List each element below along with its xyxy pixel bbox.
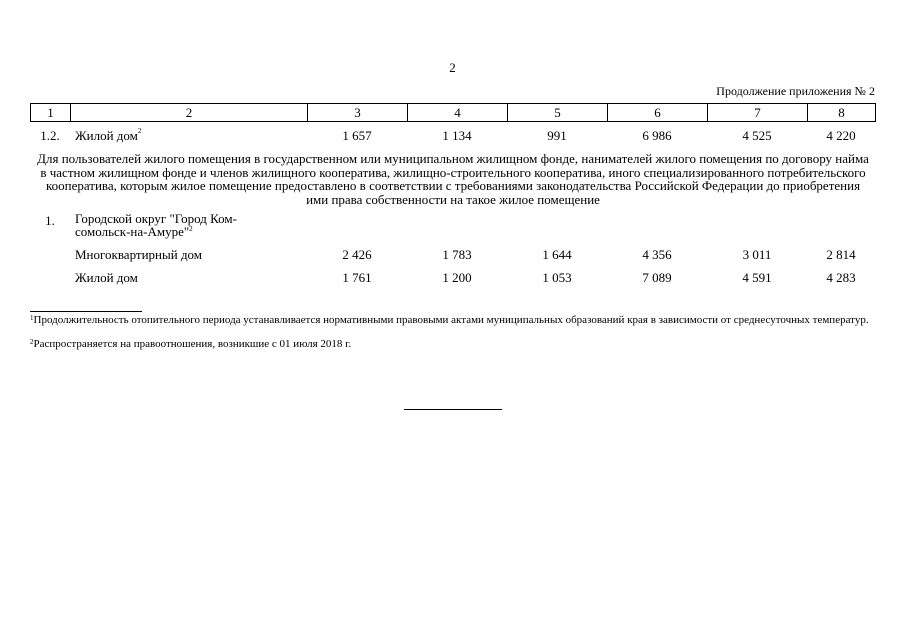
cell-value: 1 644 — [542, 247, 572, 262]
cell-value: 6 986 — [642, 128, 672, 143]
cell-value: 4 591 — [742, 270, 772, 285]
row-name: Жилой дом — [75, 270, 138, 285]
section-number: 1. — [45, 213, 55, 228]
table-row — [30, 127, 875, 145]
cell-value: 1 134 — [442, 128, 472, 143]
footnote-text: Распространяется на правоотношения, возникшие с 01 июля 2018 г. — [33, 338, 352, 350]
section-row — [30, 212, 875, 242]
cell-value: 4 283 — [826, 270, 856, 285]
footnote-1 — [30, 314, 875, 326]
page-number: 2 — [449, 60, 456, 75]
col-header: 4 — [408, 104, 508, 122]
section-name-line1: Городской округ "Город Ком- — [75, 211, 237, 226]
column-header-row — [31, 104, 876, 122]
row-number: 1.2. — [40, 128, 60, 143]
col-header: 5 — [508, 104, 608, 122]
cell-value: 7 089 — [642, 270, 672, 285]
cell-value: 1 200 — [442, 270, 472, 285]
footnote-divider — [30, 311, 142, 312]
col-header: 6 — [608, 104, 708, 122]
cell-value: 2 426 — [342, 247, 372, 262]
col-header: 7 — [708, 104, 808, 122]
col-header: 3 — [308, 104, 408, 122]
row-name-text: Жилой дом — [75, 128, 138, 143]
cell-value: 4 356 — [642, 247, 672, 262]
cell-value: 991 — [547, 128, 567, 143]
footnote-mark: 1 — [30, 314, 34, 322]
footnote-mark: 2 — [30, 338, 34, 346]
row-name: Многоквартирный дом — [75, 247, 203, 262]
footnote-2 — [30, 338, 875, 350]
cell-value: 1 761 — [342, 270, 372, 285]
section-description: Для пользователей жилого помещения в государственном или муниципальном жилищном фонде, нанимателей жилого помещения по договору найма в частном жилищном фонде и членов жилищного кооператива, жилищно-строительного кооператива, иного специализированного потребительского кооператива, которым жилое помещение предоставлено в соответствии с требованиями законодательства Российской Федерации до приобретения ими права собственности на такое жилое помещение — [37, 151, 869, 207]
continuation-note: Продолжение приложения № 2 — [716, 84, 875, 98]
cell-value: 2 814 — [826, 247, 856, 262]
cell-value: 4 525 — [742, 128, 772, 143]
col-header: 1 — [31, 104, 71, 122]
footnote-ref: 2 — [189, 225, 193, 233]
col-header: 2 — [71, 104, 308, 122]
footnote-text: Продолжительность отопительного периода устанавливается нормативными правовыми актами муниципальных образований края в зависимости от среднесуточных температур. — [33, 314, 869, 326]
col-header: 8 — [808, 104, 876, 122]
table-row — [30, 246, 875, 264]
table-row — [30, 269, 875, 287]
end-divider — [404, 409, 502, 410]
cell-value: 1 053 — [542, 270, 572, 285]
cell-value: 3 011 — [742, 247, 772, 262]
column-header-table — [30, 103, 876, 122]
row-name — [75, 127, 141, 145]
footnote-ref: 2 — [137, 127, 142, 135]
cell-value: 1 783 — [442, 247, 472, 262]
section-name-line2: сомольск-на-Амуре" — [75, 224, 190, 239]
cell-value: 1 657 — [342, 128, 372, 143]
cell-value: 4 220 — [826, 128, 856, 143]
section-name — [75, 212, 237, 238]
